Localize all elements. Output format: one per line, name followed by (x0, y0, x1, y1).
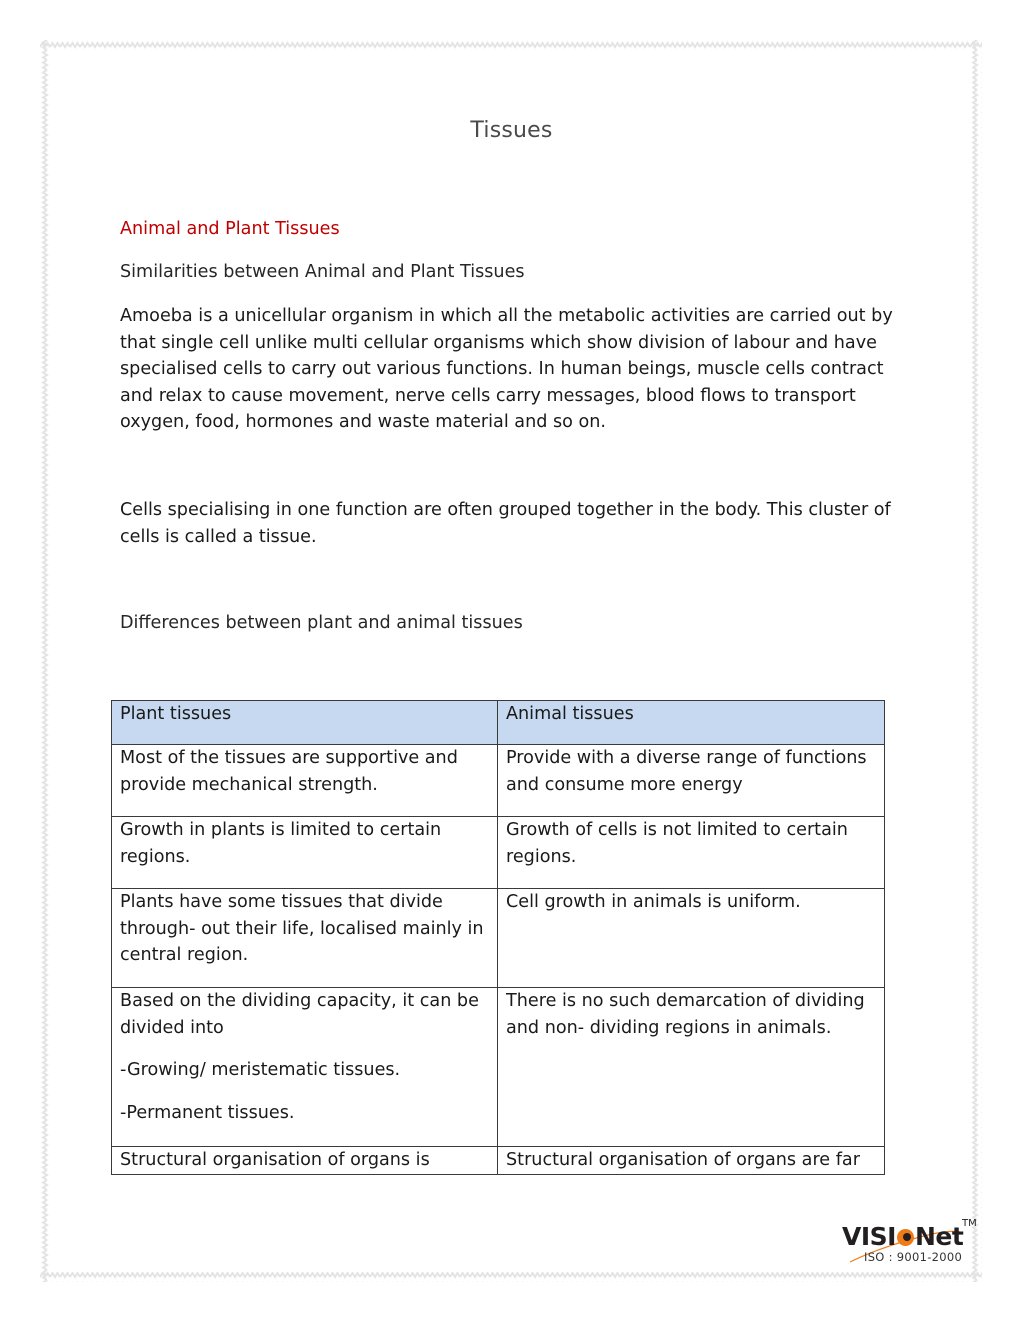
logo-trademark: TM (962, 1218, 977, 1229)
differences-table (111, 700, 885, 1175)
list-item-permanent: -Permanent tissues. (120, 1102, 295, 1123)
cell-text: Structural organisation of organs are far (506, 1150, 860, 1170)
table-row (112, 988, 885, 1147)
cell-text: There is no such demarcation of dividing and non- dividing regions in animals. (506, 991, 865, 1038)
table-row (112, 1147, 885, 1175)
cell-text: Structural organisation of organs is (120, 1150, 430, 1170)
amoeba-paragraph: Amoeba is a unicellular organism in which all the metabolic activities are carried out by that single cell unlike multi cellular organisms which show division of labour and have specialised cells to carry out various functions. In human beings, muscle cells contract and relax to cause movement, nerve cells carry messages, blood flows to transport oxygen, food, hormones and waste material and so on. (120, 306, 893, 433)
animal-cell (498, 889, 885, 988)
plant-cell (112, 1147, 498, 1175)
header-animal-tissues: Animal tissues (498, 701, 885, 745)
cell-text: Growth in plants is limited to certain regions. (120, 820, 442, 867)
table-row (112, 745, 885, 817)
logo-text-right: Net (914, 1222, 964, 1251)
logo-eye-icon (897, 1229, 914, 1246)
section-heading: Animal and Plant Tissues (120, 219, 340, 239)
table-row (112, 889, 885, 988)
header-plant-tissues: Plant tissues (112, 701, 498, 745)
cell-text: Growth of cells is not limited to certain regions. (506, 820, 848, 867)
tissue-definition-paragraph: Cells specialising in one function are often grouped together in the body. This cluster of cells is called a tissue. (120, 500, 891, 547)
logo-text-left: VISI (842, 1222, 896, 1251)
table-header-row (112, 701, 885, 745)
cell-text: Most of the tissues are supportive and provide mechanical strength. (120, 748, 458, 795)
animal-cell (498, 817, 885, 889)
logo-wordmark (842, 1222, 963, 1251)
list-item-growing: -Growing/ meristematic tissues. (120, 1060, 401, 1081)
cell-text: Provide with a diverse range of functions and consume more energy (506, 748, 867, 795)
animal-cell (498, 988, 885, 1147)
animal-cell (498, 1147, 885, 1175)
animal-cell (498, 745, 885, 817)
similarities-subheading: Similarities between Animal and Plant Tissues (120, 262, 525, 282)
differences-heading: Differences between plant and animal tissues (120, 613, 523, 633)
plant-cell (112, 817, 498, 889)
cell-text: Cell growth in animals is uniform. (506, 892, 801, 912)
table-row (112, 817, 885, 889)
page-title: Tissues (470, 118, 553, 143)
plant-cell (112, 988, 498, 1147)
visionet-logo (842, 1218, 977, 1268)
cell-text: Plants have some tissues that divide through- out their life, localised mainly in central region. (120, 892, 484, 966)
cell-text: Based on the dividing capacity, it can be divided into (120, 991, 479, 1038)
plant-cell (112, 889, 498, 988)
plant-cell (112, 745, 498, 817)
logo-iso-certification: ISO : 9001-2000 (864, 1250, 963, 1264)
